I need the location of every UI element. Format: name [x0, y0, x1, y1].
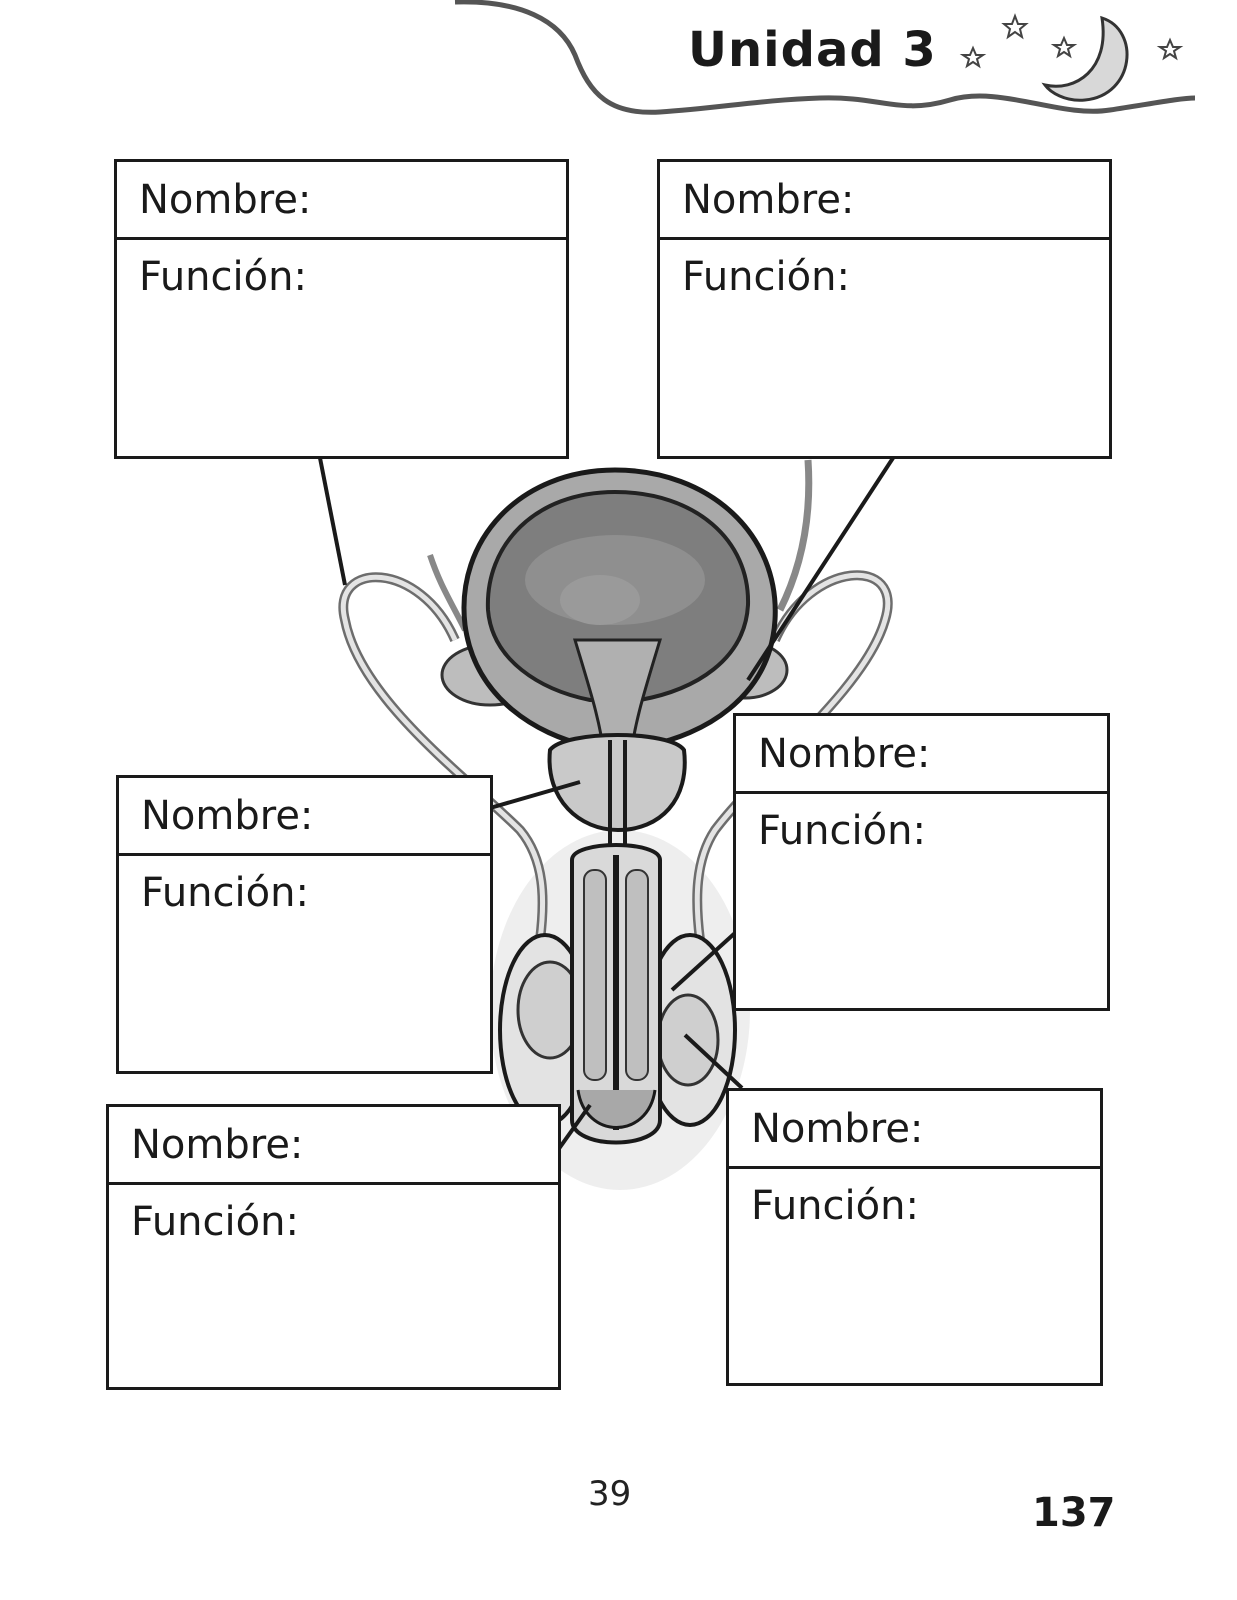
page-folio: 39 [588, 1474, 632, 1514]
function-label: Función: [682, 254, 850, 300]
function-label: Función: [139, 254, 307, 300]
name-field[interactable] [117, 162, 566, 240]
unit-title: Unidad 3 [688, 22, 937, 78]
name-field[interactable] [119, 778, 490, 856]
page-number: 137 [1032, 1490, 1116, 1536]
name-label: Nombre: [139, 176, 312, 223]
function-field[interactable] [736, 794, 1107, 854]
name-label: Nombre: [682, 176, 855, 223]
name-label: Nombre: [141, 792, 314, 839]
name-label: Nombre: [758, 730, 931, 777]
function-field[interactable] [109, 1185, 558, 1245]
function-label: Función: [751, 1183, 919, 1229]
function-label: Función: [141, 870, 309, 916]
name-field[interactable] [736, 716, 1107, 794]
label-box-middle-right [733, 713, 1110, 1011]
corpus-left [584, 870, 606, 1080]
function-label: Función: [758, 808, 926, 854]
bladder-texture-2 [560, 575, 640, 625]
function-field[interactable] [660, 240, 1109, 300]
name-label: Nombre: [751, 1105, 924, 1152]
name-field[interactable] [109, 1107, 558, 1185]
name-label: Nombre: [131, 1121, 304, 1168]
function-field[interactable] [729, 1169, 1100, 1229]
label-box-bottom-right [726, 1088, 1103, 1386]
corpus-right [626, 870, 648, 1080]
ureter-right [780, 460, 809, 610]
function-field[interactable] [117, 240, 566, 300]
name-field[interactable] [660, 162, 1109, 240]
label-box-middle-left [116, 775, 493, 1074]
function-field[interactable] [119, 856, 490, 916]
name-field[interactable] [729, 1091, 1100, 1169]
function-label: Función: [131, 1199, 299, 1245]
label-box-top-left [114, 159, 569, 459]
label-box-bottom-left [106, 1104, 561, 1390]
prostate-gland [550, 735, 685, 830]
leader-line-1 [320, 458, 345, 585]
label-box-top-right [657, 159, 1112, 459]
